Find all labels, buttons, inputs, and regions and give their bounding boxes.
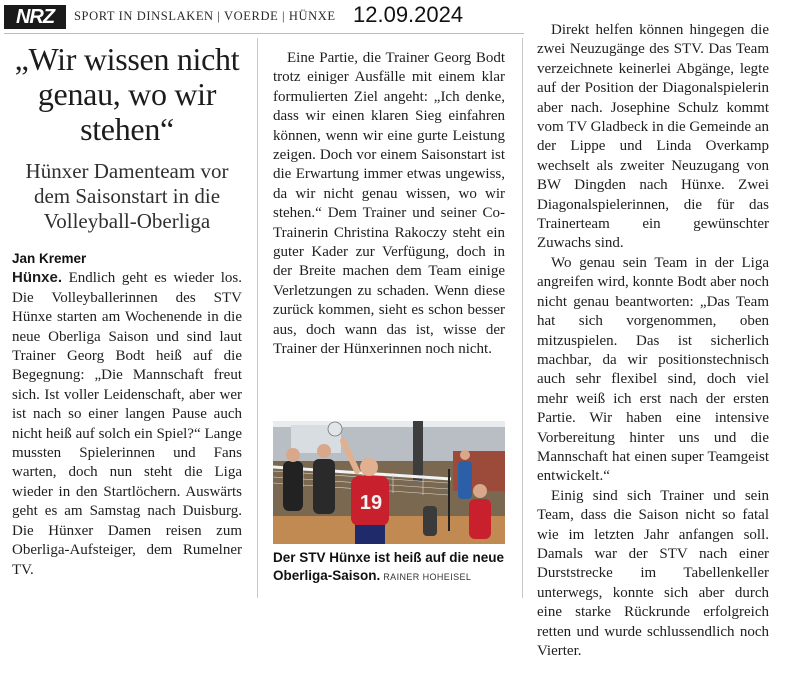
volleyball-photo-illustration bbox=[273, 421, 505, 544]
author-byline: Jan Kremer bbox=[12, 251, 87, 266]
article-column-1 bbox=[12, 42, 242, 580]
caption-text: Der STV Hünxe ist heiß auf die neue Oberliga-Saison. bbox=[273, 550, 505, 583]
subheadline: Hünxer Damenteam vor dem Saisonstart in die Volleyball-Oberliga bbox=[25, 159, 229, 233]
body-paragraph: Eine Partie, die Trainer Georg Bodt trotz einiger Ausfälle mit einem klar formulierten Ziel angeht: „Ich denke, dass wir einen klaren Sieg einfahren können, wenn wir eine gurte Leistung zeigen. Doch vor einem Saisonstart ist die Erwartung immer etwas ungewiss, da wir nicht genau wissen, wo wir stehen.“ Dem Trainer und seiner Co-Trainerin Christina Rakoczy steht ein guter Kader zur Verfügung, doch in der Breite machen dem Team einige Verletzungen zu schaden. Wenn diese zurück kommen, sieht es schon besser aus, doch wann das ist, wisse der Trainer der Hünxerinnen noch nicht. bbox=[273, 50, 505, 358]
body-paragraph: Wo genau sein Team in der Liga angreifen wird, konnte Bodt aber noch nicht genau beantworten: „Das Team hat sich vorgenommen, oben mitzuspielen. Das ist sicherlich machbar, da wir positionstechnisch auch sehr flexibel sind, doch viel mehr weiß ich erst nach der ersten Partie. Wir haben eine intensive Vorbereitung hinter uns und die Mannschaft hat einen super Teamgeist entwickelt.“ bbox=[537, 254, 769, 485]
newspaper-logo: NRZ bbox=[4, 5, 66, 29]
issue-date: 12.09.2024 bbox=[353, 2, 464, 27]
photo-credit: RAINER HOHEISEL bbox=[383, 572, 472, 582]
lead-text: Endlich geht es wieder los. Die Volleyballerinnen des STV Hünxe starten am Wochenende in die neue Oberliga Saison und sind laut Trainer Georg Bodt heiß auf die Begegnung: „Die Mannschaft freut sich. Ist voller Leidenschaft, aber wer ist nach so einer langen Pause auch nicht heiß auf solch ein Spiel?“ Lange mussten Spielerinnen und Fans warten, doch nun steht die Liga wieder in den Startlöchern. Auswärts geht es am Samstag nach Duisburg. Die Hünxer Damen reisen zum Oberliga-Aufsteiger, dem Rumelner TV. bbox=[12, 270, 242, 578]
photo-caption bbox=[273, 549, 505, 586]
jersey-number: 19 bbox=[359, 492, 383, 514]
article-column-3 bbox=[537, 21, 769, 661]
body-paragraph: Einig sind sich Trainer und sein Team, dass die Saison nicht so fatal wie im letzten Jahr anfangen soll. Damals war der STV nach einer Durststrecke im Tabellenkeller unterwegs, konnte sich aber durch eine starke Rückrunde erfolgreich retten und wurde schlussendlich noch Vierter. bbox=[537, 487, 769, 659]
headline: „Wir wissen nicht genau, wo wir stehen“ bbox=[14, 41, 240, 147]
column-divider bbox=[257, 38, 258, 598]
header-rule bbox=[4, 33, 524, 34]
dateline: Hünxe. bbox=[12, 269, 63, 287]
column-divider bbox=[522, 38, 523, 598]
section-title: SPORT IN DINSLAKEN | VOERDE | HÜNXE bbox=[74, 9, 336, 23]
lead-paragraph bbox=[12, 268, 242, 580]
body-paragraph: Direkt helfen können hingegen die zwei Neuzugänge des STV. Das Team verzeichnete keinerlei Abgänge, legte auf der Position der Diagonalspielerin aber nach. Josephine Schulz kommt vom TV Gladbeck in die Gemeinde an der Lippe und Linda Overkamp wechselt als zweiter Neuzugang von BW Dingden nach Hünxe. Zwei Diagonalspielerinnen, die für das Trainerteam ein gewünschter Zuwachs sind. bbox=[537, 22, 769, 252]
article-photo bbox=[273, 421, 505, 544]
article-column-2 bbox=[273, 49, 505, 360]
